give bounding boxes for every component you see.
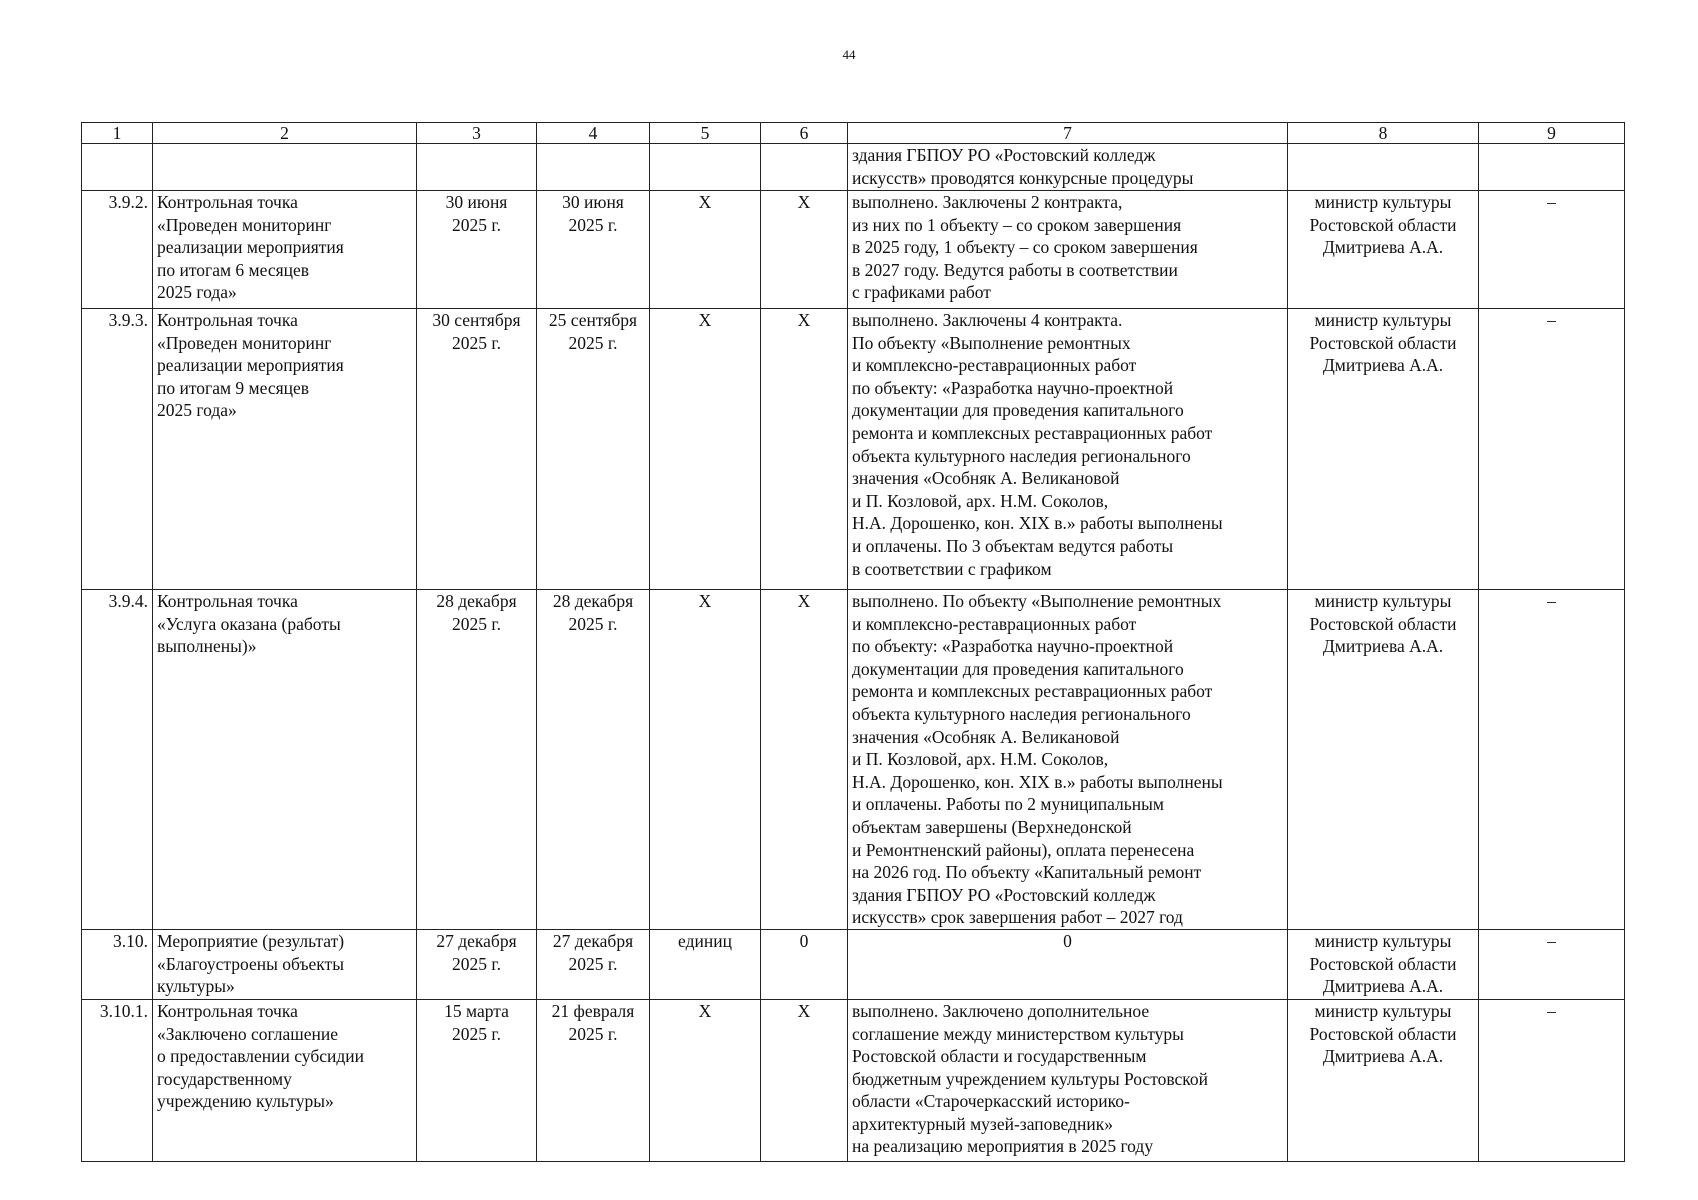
responsible-line: Ростовской области [1309, 214, 1457, 235]
responsible-cell [1288, 191, 1479, 309]
status-cell [848, 144, 1288, 191]
table-row [82, 590, 1625, 930]
name-line: «Благоустроены объекты [157, 953, 344, 974]
status-line: соглашение между министерством культуры [852, 1023, 1184, 1044]
responsible-line: министр культуры [1314, 310, 1452, 330]
unit-cell [650, 929, 761, 999]
name-cell [153, 309, 417, 590]
status-line: объекта культурного наследия регионального [852, 445, 1191, 466]
name-cell [153, 191, 417, 309]
plan-date-line: 2025 г. [452, 1023, 501, 1044]
unit-cell [650, 999, 761, 1161]
name-line: Контрольная точка [157, 1000, 298, 1021]
value-cell [761, 191, 848, 309]
row-number-cell [82, 999, 153, 1161]
status-line: Н.А. Дорошенко, кон. XIX в.» работы выполнены [852, 513, 1223, 534]
status-line: на 2026 год. По объекту «Капитальный ремонт [852, 862, 1202, 883]
status-line: архитектурный музей-заповедник» [852, 1113, 1113, 1134]
plan-date-line: 27 декабря [436, 930, 517, 951]
name-line: по итогам 6 месяцев [157, 259, 310, 280]
note-cell [1479, 191, 1625, 309]
row-number-cell [82, 191, 153, 309]
note-dash: – [1547, 930, 1556, 951]
row-number-cell [82, 929, 153, 999]
name-line: «Заключено соглашение [157, 1023, 339, 1044]
table-row [82, 191, 1625, 309]
responsible-line: Ростовской области [1309, 953, 1457, 974]
unit-cell [650, 144, 761, 191]
status-line: ремонта и комплексных реставрационных работ [852, 681, 1213, 702]
status-line: выполнено. Заключены 4 контракта. [852, 310, 1123, 330]
status-line: и комплексно-реставрационных работ [852, 613, 1137, 634]
table-row [82, 309, 1625, 590]
responsible-cell [1288, 144, 1479, 191]
responsible-line: министр культуры [1314, 930, 1452, 951]
status-line: и комплексно-реставрационных работ [852, 355, 1137, 376]
name-line: реализации мероприятия [157, 355, 344, 376]
fact-date-line: 30 июня [562, 192, 624, 212]
status-line: объектам завершены (Верхнедонской [852, 816, 1132, 837]
responsible-line: Ростовской области [1309, 1023, 1457, 1044]
responsible-line: Дмитриева А.А. [1322, 976, 1444, 997]
status-value: 0 [1063, 930, 1072, 951]
responsible-line: Дмитриева А.А. [1322, 355, 1444, 376]
value-text: X [797, 192, 811, 212]
name-line: Контрольная точка [157, 591, 298, 611]
status-cell [848, 191, 1288, 309]
status-line: выполнено. Заключены 2 контракта, [852, 192, 1123, 212]
note-dash: – [1547, 1000, 1556, 1021]
status-line: из них по 1 объекту – со сроком завершения [852, 214, 1182, 235]
column-header: 5 [650, 123, 761, 144]
column-number-header-row [82, 123, 1625, 144]
status-cell [848, 999, 1288, 1161]
responsible-cell [1288, 929, 1479, 999]
status-line: области «Старочеркасский историко- [852, 1091, 1130, 1112]
responsible-line: министр культуры [1314, 192, 1452, 212]
fact-date-line: 27 декабря [552, 930, 634, 951]
name-line: о предоставлении субсидии [157, 1046, 364, 1067]
name-line: по итогам 9 месяцев [157, 377, 310, 398]
unit-value: X [698, 591, 712, 611]
status-line: выполнено. Заключено дополнительное [852, 1000, 1150, 1021]
unit-cell [650, 590, 761, 930]
name-line: реализации мероприятия [157, 237, 344, 258]
status-cell [848, 590, 1288, 930]
unit-value: X [698, 192, 712, 212]
name-line: «Проведен мониторинг [157, 332, 332, 353]
name-cell [153, 929, 417, 999]
status-line: искусств» проводятся конкурсные процедуры [852, 167, 1194, 188]
status-line: искусств» срок завершения работ – 2027 год [852, 907, 1183, 928]
responsible-line: министр культуры [1314, 1000, 1452, 1021]
status-line: бюджетным учреждением культуры Ростовской [852, 1068, 1209, 1089]
fact-date-cell [537, 590, 650, 930]
status-line: объекта культурного наследия регионального [852, 703, 1191, 724]
note-cell [1479, 929, 1625, 999]
unit-value: X [698, 1000, 712, 1021]
plan-date-cell [417, 929, 537, 999]
plan-date-cell [417, 999, 537, 1161]
value-text: X [797, 591, 811, 611]
responsible-line: Ростовской области [1309, 332, 1457, 353]
responsible-cell [1288, 999, 1479, 1161]
note-cell [1479, 590, 1625, 930]
unit-value: X [698, 310, 712, 330]
report-table [81, 122, 1625, 1162]
plan-date-line: 30 сентября [432, 310, 521, 330]
status-line: Н.А. Дорошенко, кон. XIX в.» работы выполнены [852, 771, 1223, 792]
note-cell [1479, 309, 1625, 590]
fact-date-cell [537, 144, 650, 191]
status-line: документации для проведения капитального [852, 658, 1184, 679]
row-number: 3.10. [113, 930, 148, 951]
status-line: выполнено. По объекту «Выполнение ремонтных [852, 591, 1222, 611]
column-header: 1 [82, 123, 153, 144]
note-cell [1479, 999, 1625, 1161]
table-row [82, 999, 1625, 1161]
status-line: и П. Козловой, арх. Н.М. Соколов, [852, 490, 1109, 511]
name-cell [153, 999, 417, 1161]
page-number: 44 [842, 47, 856, 62]
table-row [82, 144, 1625, 191]
status-line: здания ГБПОУ РО «Ростовский колледж [852, 884, 1156, 905]
name-line: государственному [157, 1068, 292, 1089]
row-number-cell [82, 144, 153, 191]
status-line: значения «Особняк А. Великановой [852, 468, 1120, 489]
name-line: 2025 года» [157, 400, 237, 421]
value-cell [761, 309, 848, 590]
status-line: документации для проведения капитального [852, 400, 1184, 421]
value-text: 0 [799, 930, 809, 951]
responsible-line: Дмитриева А.А. [1322, 237, 1444, 258]
name-line: Контрольная точка [157, 192, 298, 212]
name-cell [153, 590, 417, 930]
plan-date-line: 28 декабря [436, 591, 517, 611]
responsible-cell [1288, 309, 1479, 590]
fact-date-cell [537, 309, 650, 590]
unit-value: единиц [678, 930, 732, 951]
status-line: по объекту: «Разработка научно-проектной [852, 377, 1174, 398]
column-header: 4 [537, 123, 650, 144]
status-line: и оплачены. Работы по 2 муниципальным [852, 794, 1164, 815]
column-header: 2 [153, 123, 417, 144]
fact-date-line: 2025 г. [568, 1023, 618, 1044]
name-line: культуры» [157, 976, 235, 997]
value-text: X [797, 1000, 811, 1021]
value-cell [761, 929, 848, 999]
responsible-line: министр культуры [1314, 591, 1452, 611]
responsible-cell [1288, 590, 1479, 930]
row-number: 3.9.2. [108, 192, 148, 212]
column-header: 6 [761, 123, 848, 144]
status-line: на реализацию мероприятия в 2025 году [852, 1136, 1154, 1157]
fact-date-cell [537, 999, 650, 1161]
row-number-cell [82, 590, 153, 930]
plan-date-cell [417, 309, 537, 590]
status-line: по объекту: «Разработка научно-проектной [852, 636, 1174, 657]
plan-date-line: 2025 г. [452, 613, 501, 634]
value-cell [761, 144, 848, 191]
name-cell [153, 144, 417, 191]
row-number: 3.9.4. [108, 591, 148, 611]
column-header: 9 [1479, 123, 1625, 144]
status-line: и оплачены. По 3 объектам ведутся работы [852, 535, 1174, 556]
row-number-cell [82, 309, 153, 590]
status-line: Ростовской области и государственным [852, 1046, 1147, 1067]
column-header: 7 [848, 123, 1288, 144]
note-dash: – [1547, 192, 1556, 212]
fact-date-line: 2025 г. [568, 613, 618, 634]
status-cell [848, 309, 1288, 590]
status-line: здания ГБПОУ РО «Ростовский колледж [852, 145, 1156, 165]
value-text: X [797, 310, 811, 330]
fact-date-cell [537, 191, 650, 309]
fact-date-cell [537, 929, 650, 999]
responsible-line: Ростовской области [1309, 613, 1457, 634]
status-line: ремонта и комплексных реставрационных работ [852, 422, 1213, 443]
status-line: с графиками работ [852, 282, 991, 303]
plan-date-line: 2025 г. [452, 953, 501, 974]
status-line: в соответствии с графиком [852, 558, 1052, 579]
status-line: и Ремонтненский районы), оплата перенесена [852, 839, 1195, 860]
plan-date-cell [417, 144, 537, 191]
plan-date-cell [417, 590, 537, 930]
note-dash: – [1547, 310, 1556, 330]
note-dash: – [1547, 591, 1556, 611]
status-cell [848, 929, 1288, 999]
column-header: 8 [1288, 123, 1479, 144]
status-line: в 2027 году. Ведутся работы в соответствии [852, 259, 1178, 280]
name-line: учреждению культуры» [157, 1091, 334, 1112]
row-number: 3.10.1. [99, 1000, 148, 1021]
value-cell [761, 999, 848, 1161]
name-line: Мероприятие (результат) [157, 930, 345, 951]
responsible-line: Дмитриева А.А. [1322, 636, 1444, 657]
unit-cell [650, 309, 761, 590]
fact-date-line: 2025 г. [568, 953, 618, 974]
name-line: «Услуга оказана (работы [157, 613, 341, 634]
plan-date-line: 30 июня [445, 192, 508, 212]
fact-date-line: 25 сентября [548, 310, 638, 330]
name-line: выполнены)» [157, 636, 257, 657]
name-line: «Проведен мониторинг [157, 214, 332, 235]
plan-date-cell [417, 191, 537, 309]
plan-date-line: 15 марта [444, 1000, 509, 1021]
name-line: 2025 года» [157, 282, 237, 303]
fact-date-line: 21 февраля [551, 1000, 635, 1021]
column-header: 3 [417, 123, 537, 144]
status-line: в 2025 году, 1 объекту – со сроком завершения [852, 237, 1198, 258]
status-line: и П. Козловой, арх. Н.М. Соколов, [852, 749, 1109, 770]
unit-cell [650, 191, 761, 309]
fact-date-line: 28 декабря [552, 591, 634, 611]
status-line: значения «Особняк А. Великановой [852, 726, 1120, 747]
responsible-line: Дмитриева А.А. [1322, 1046, 1444, 1067]
table-row [82, 929, 1625, 999]
row-number: 3.9.3. [108, 310, 148, 330]
plan-date-line: 2025 г. [452, 214, 501, 235]
value-cell [761, 590, 848, 930]
status-line: По объекту «Выполнение ремонтных [852, 332, 1131, 353]
name-line: Контрольная точка [157, 310, 298, 330]
fact-date-line: 2025 г. [568, 332, 618, 353]
plan-date-line: 2025 г. [452, 332, 501, 353]
fact-date-line: 2025 г. [568, 214, 618, 235]
note-cell [1479, 144, 1625, 191]
